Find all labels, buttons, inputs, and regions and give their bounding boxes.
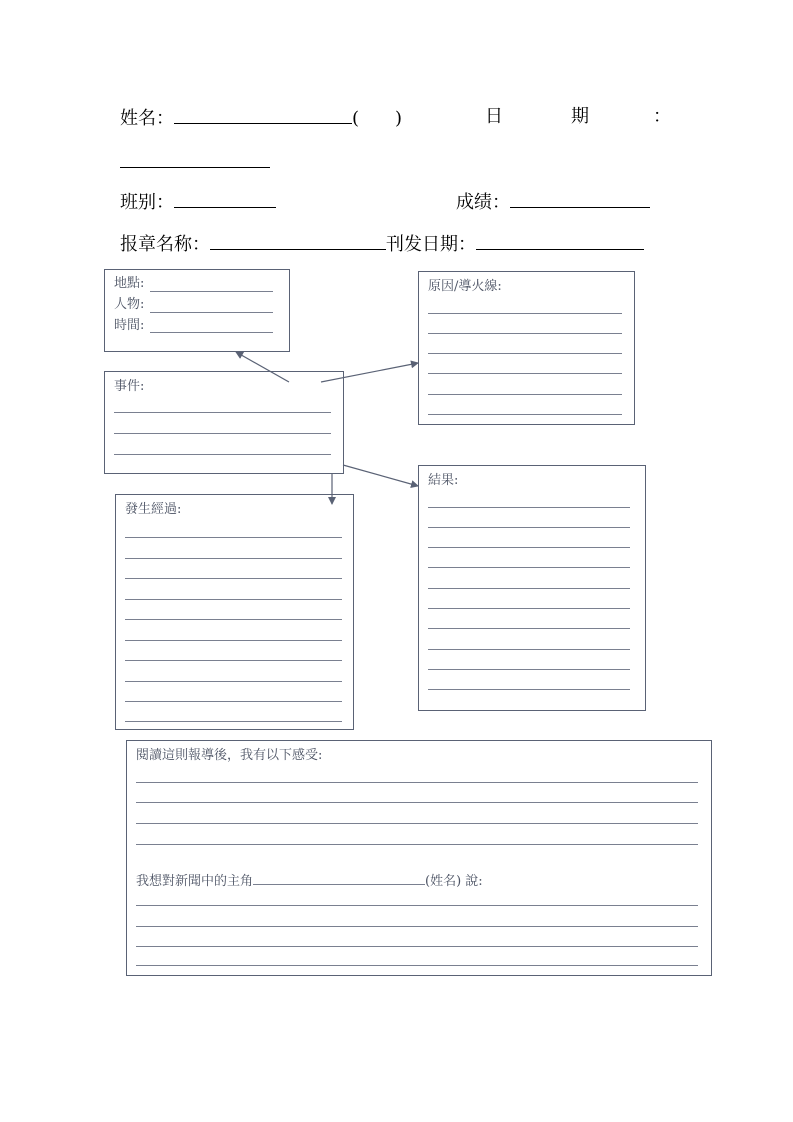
- result-label: 結果:: [428, 473, 459, 488]
- people-label: 人物:: [114, 297, 145, 312]
- score-label: 成绩：: [456, 192, 510, 213]
- class-label: 班别：: [120, 192, 174, 213]
- paper-name-label: 报章名称：: [120, 234, 210, 255]
- arrow-to-cause-box: [321, 363, 418, 382]
- paren-open: (: [352, 108, 360, 129]
- feelings-label: 閱讀這則報導後，我有以下感受:: [136, 748, 323, 763]
- time-label: 時間:: [114, 318, 145, 333]
- cause-label: 原因/導火線:: [428, 279, 502, 294]
- process-label: 發生經過:: [125, 502, 182, 517]
- arrow-to-place-box: [236, 352, 289, 382]
- name-label: 姓名：: [120, 108, 174, 129]
- arrow-to-result-box: [343, 465, 418, 486]
- event-label: 事件:: [114, 379, 145, 394]
- date-char-2: 期: [571, 106, 589, 127]
- place-label: 地點:: [114, 276, 145, 291]
- date-char-1: 日: [485, 106, 503, 127]
- publish-date-label: 刊发日期：: [386, 234, 476, 255]
- say-suffix: (姓名) 說:: [425, 874, 483, 889]
- say-prefix: 我想對新聞中的主角: [136, 874, 254, 889]
- date-colon: ：: [653, 106, 671, 127]
- paren-close: ): [395, 108, 403, 129]
